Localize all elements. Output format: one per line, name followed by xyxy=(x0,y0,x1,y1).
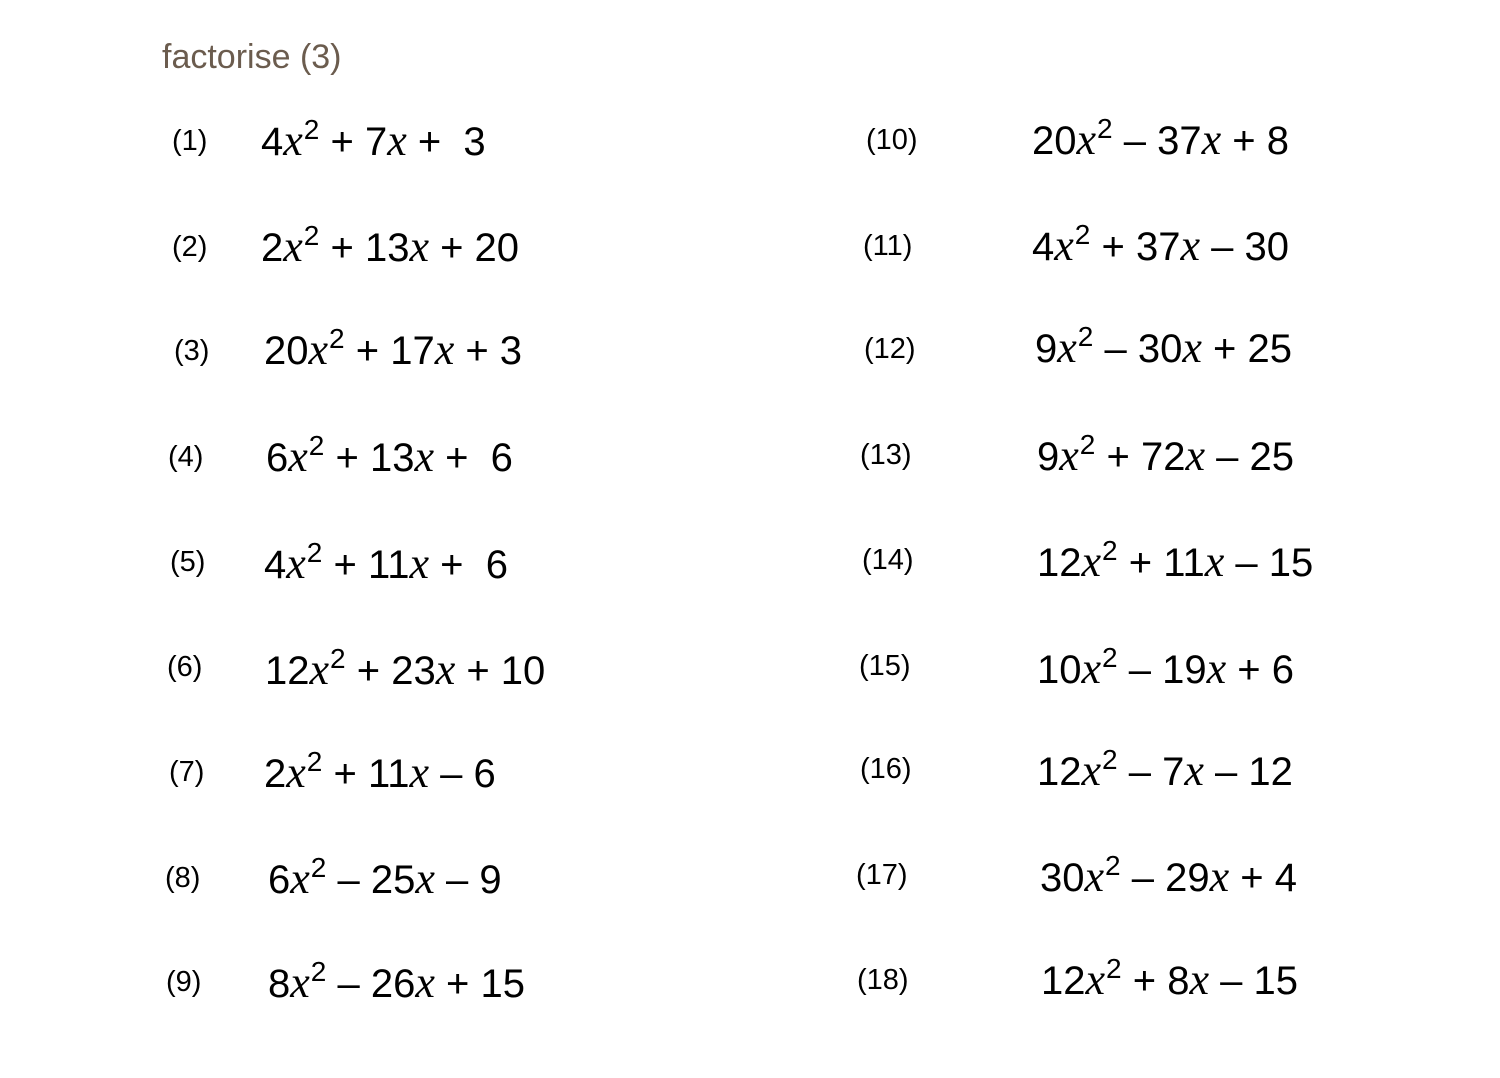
quadratic-expression xyxy=(1032,219,1289,275)
variable-x: x xyxy=(1076,115,1097,164)
exponent-2: 2 xyxy=(306,537,323,568)
variable-x: x xyxy=(1054,221,1074,270)
exponent-2: 2 xyxy=(1097,113,1113,144)
constant-c: + 20 xyxy=(428,226,520,270)
problem-number: (3) xyxy=(174,335,210,367)
quadratic-expression xyxy=(1037,535,1314,591)
quadratic-expression xyxy=(261,220,520,276)
variable-x: x xyxy=(290,854,310,903)
variable-x: x xyxy=(1185,431,1205,480)
problem-number: (13) xyxy=(860,439,912,471)
problem-number: (2) xyxy=(172,231,208,263)
variable-x: x xyxy=(309,645,330,694)
quadratic-expression xyxy=(264,746,496,802)
exponent-2: 2 xyxy=(308,430,325,461)
quadratic-expression xyxy=(266,430,513,486)
quadratic-expression xyxy=(1035,321,1292,377)
problem-number: (11) xyxy=(863,230,913,262)
quadratic-expression xyxy=(264,537,508,593)
variable-x: x xyxy=(283,222,303,271)
variable-x: x xyxy=(1085,955,1106,1004)
constant-c: + 6 xyxy=(433,436,513,480)
problem-number: (10) xyxy=(866,124,918,156)
variable-x: x xyxy=(387,116,407,165)
problem-number: (5) xyxy=(170,546,206,578)
page-title: factorise (3) xyxy=(162,38,342,76)
coefficient-b: – 29 xyxy=(1120,856,1210,900)
variable-x: x xyxy=(1059,431,1079,480)
coefficient-a: 4 xyxy=(1032,225,1055,269)
exponent-2: 2 xyxy=(310,956,327,987)
constant-c: + 6 xyxy=(1226,648,1294,692)
quadratic-expression xyxy=(1040,850,1297,906)
coefficient-b: + 37 xyxy=(1090,225,1181,269)
variable-x: x xyxy=(1182,323,1202,372)
coefficient-b: + 11 xyxy=(1117,541,1205,585)
quadratic-expression xyxy=(1037,429,1294,485)
variable-x: x xyxy=(1204,537,1225,586)
variable-x: x xyxy=(1201,115,1222,164)
quadratic-expression xyxy=(265,643,546,699)
problem-number: (4) xyxy=(168,441,204,473)
exponent-2: 2 xyxy=(310,852,327,883)
variable-x: x xyxy=(1189,955,1209,1004)
coefficient-a: 10 xyxy=(1037,648,1082,692)
variable-x: x xyxy=(415,958,435,1007)
coefficient-a: 12 xyxy=(265,649,310,693)
variable-x: x xyxy=(283,116,303,165)
coefficient-b: – 19 xyxy=(1117,648,1207,692)
quadratic-expression xyxy=(1037,642,1294,698)
constant-c: + 15 xyxy=(434,962,525,1006)
variable-x: x xyxy=(1084,852,1105,901)
variable-x: x xyxy=(286,748,306,797)
constant-c: – 25 xyxy=(1204,435,1294,479)
exponent-2: 2 xyxy=(329,323,345,354)
constant-c: – 30 xyxy=(1199,225,1289,269)
constant-c: – 9 xyxy=(434,858,502,902)
variable-x: x xyxy=(415,854,435,903)
constant-c: – 6 xyxy=(429,752,496,796)
constant-c: + 10 xyxy=(455,649,546,693)
coefficient-a: 9 xyxy=(1035,327,1058,371)
problem-number: (15) xyxy=(859,650,911,682)
variable-x: x xyxy=(1206,644,1227,693)
problem-number: (1) xyxy=(172,125,208,157)
variable-x: x xyxy=(1081,746,1102,795)
coefficient-a: 20 xyxy=(264,329,309,373)
exponent-2: 2 xyxy=(1074,219,1091,250)
exponent-2: 2 xyxy=(1079,429,1096,460)
variable-x: x xyxy=(308,325,329,374)
problem-number: (17) xyxy=(856,859,908,891)
coefficient-b: + 13 xyxy=(324,436,415,480)
coefficient-b: + 13 xyxy=(319,226,410,270)
quadratic-expression xyxy=(264,323,523,379)
coefficient-b: + 8 xyxy=(1121,959,1190,1003)
variable-x: x xyxy=(435,645,456,694)
constant-c: – 12 xyxy=(1203,750,1293,794)
coefficient-a: 8 xyxy=(268,962,291,1006)
coefficient-b: – 37 xyxy=(1112,119,1202,163)
variable-x: x xyxy=(1209,852,1230,901)
quadratic-expression xyxy=(268,852,502,908)
quadratic-expression xyxy=(1037,744,1293,800)
variable-x: x xyxy=(1057,323,1077,372)
variable-x: x xyxy=(1180,221,1200,270)
exponent-2: 2 xyxy=(330,643,346,674)
constant-c: + 6 xyxy=(429,543,508,587)
variable-x: x xyxy=(288,432,308,481)
quadratic-expression xyxy=(1041,953,1298,1009)
constant-c: – 15 xyxy=(1208,959,1298,1003)
variable-x: x xyxy=(409,222,429,271)
coefficient-b: – 25 xyxy=(326,858,416,902)
exponent-2: 2 xyxy=(303,220,320,251)
exponent-2: 2 xyxy=(1077,321,1094,352)
coefficient-b: – 30 xyxy=(1093,327,1183,371)
variable-x: x xyxy=(1081,537,1102,586)
variable-x: x xyxy=(409,748,429,797)
variable-x: x xyxy=(409,539,429,588)
constant-c: – 15 xyxy=(1224,541,1314,585)
coefficient-a: 4 xyxy=(264,543,287,587)
variable-x: x xyxy=(1081,644,1102,693)
exponent-2: 2 xyxy=(1106,953,1122,984)
coefficient-b: – 7 xyxy=(1117,750,1185,794)
coefficient-b: + 7 xyxy=(319,120,388,164)
constant-c: + 8 xyxy=(1221,119,1289,163)
exponent-2: 2 xyxy=(1102,535,1118,566)
exponent-2: 2 xyxy=(1105,850,1121,881)
coefficient-a: 12 xyxy=(1037,750,1082,794)
coefficient-a: 6 xyxy=(268,858,291,902)
variable-x: x xyxy=(414,432,434,481)
coefficient-b: + 23 xyxy=(345,649,436,693)
coefficient-b: + 11 xyxy=(322,752,410,796)
constant-c: + 25 xyxy=(1201,327,1292,371)
problem-number: (16) xyxy=(860,753,912,785)
coefficient-b: + 11 xyxy=(322,543,410,587)
coefficient-a: 12 xyxy=(1037,541,1082,585)
coefficient-b: + 17 xyxy=(344,329,435,373)
quadratic-expression xyxy=(1032,113,1289,169)
coefficient-a: 9 xyxy=(1037,435,1060,479)
problem-number: (14) xyxy=(862,544,914,576)
constant-c: + 3 xyxy=(406,120,486,164)
coefficient-a: 4 xyxy=(261,120,284,164)
problem-number: (12) xyxy=(864,333,916,365)
coefficient-a: 6 xyxy=(266,436,289,480)
variable-x: x xyxy=(286,539,306,588)
problem-number: (18) xyxy=(857,964,909,996)
exponent-2: 2 xyxy=(303,114,320,145)
quadratic-expression xyxy=(261,114,486,170)
constant-c: + 4 xyxy=(1229,856,1297,900)
exponent-2: 2 xyxy=(1102,642,1118,673)
variable-x: x xyxy=(1184,746,1204,795)
coefficient-a: 12 xyxy=(1041,959,1086,1003)
problem-number: (8) xyxy=(165,862,201,894)
variable-x: x xyxy=(434,325,455,374)
problem-number: (9) xyxy=(166,966,202,998)
exponent-2: 2 xyxy=(306,746,323,777)
problem-number: (6) xyxy=(167,651,203,683)
variable-x: x xyxy=(290,958,310,1007)
constant-c: + 3 xyxy=(454,329,523,373)
problem-number: (7) xyxy=(169,756,205,788)
coefficient-a: 30 xyxy=(1040,856,1085,900)
coefficient-b: + 72 xyxy=(1095,435,1186,479)
coefficient-b: – 26 xyxy=(326,962,416,1006)
coefficient-a: 2 xyxy=(264,752,287,796)
coefficient-a: 20 xyxy=(1032,119,1077,163)
exponent-2: 2 xyxy=(1102,744,1118,775)
quadratic-expression xyxy=(268,956,525,1012)
coefficient-a: 2 xyxy=(261,226,284,270)
